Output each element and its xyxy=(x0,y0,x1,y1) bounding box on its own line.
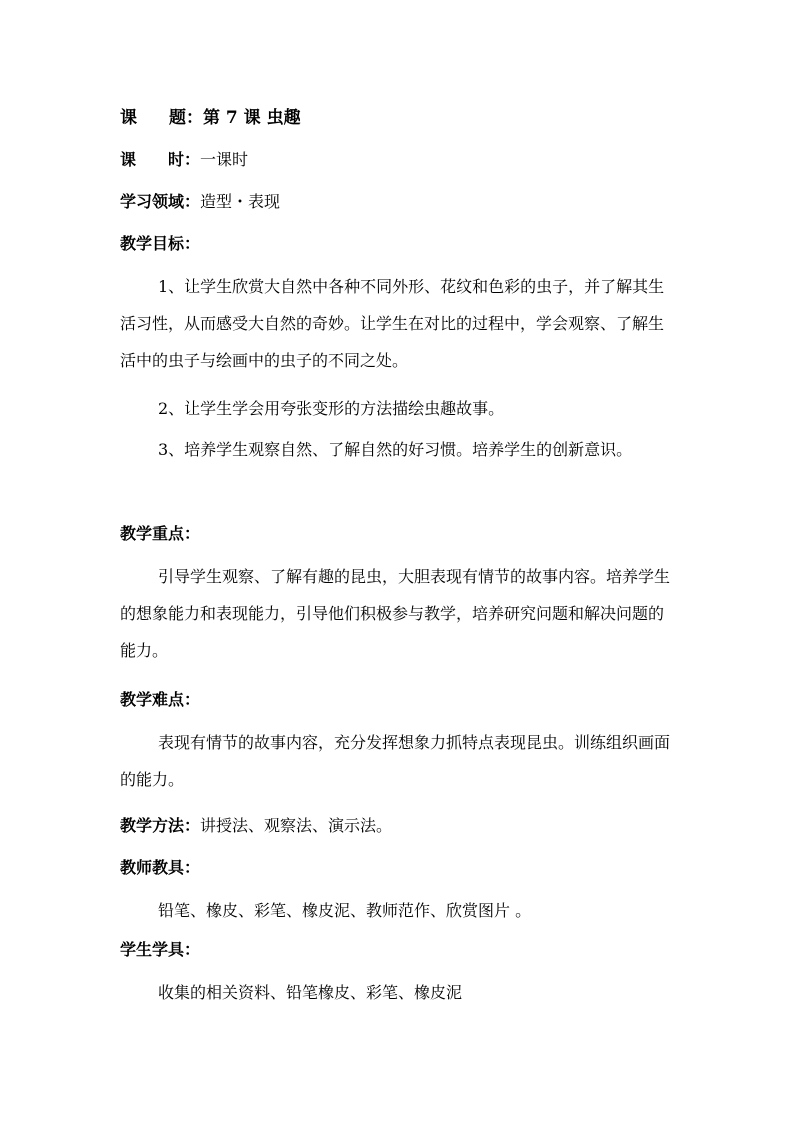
domain-label: 学习领域： xyxy=(120,192,201,211)
domain-line xyxy=(120,192,680,212)
key-points-paragraph: 引导学生观察、了解有趣的昆虫，大胆表现有情节的故事内容。培养学生的想象能力和表现能力，引导他们积极参与教学，培养研究问题和解决问题的能力。 xyxy=(120,567,671,660)
methods-value: 讲授法、观察法、演示法。 xyxy=(200,816,393,835)
topic-label-b: 题： xyxy=(169,108,203,128)
methods-line xyxy=(120,816,680,836)
period-value: 一课时 xyxy=(200,150,249,169)
objectives-heading-text: 教学目标： xyxy=(120,234,201,253)
period-line xyxy=(120,150,680,170)
objectives-heading xyxy=(120,234,680,254)
difficulties-heading-text: 教学难点： xyxy=(120,690,201,709)
key-points-heading xyxy=(120,524,680,544)
teacher-tools-paragraph: 铅笔、橡皮、彩笔、橡皮泥、教师范作、欣赏图片 。 xyxy=(158,901,532,920)
methods-label: 教学方法： xyxy=(120,816,201,835)
topic-line xyxy=(120,108,680,128)
domain-value: 造型・表现 xyxy=(200,192,281,211)
difficulties-heading xyxy=(120,690,680,710)
objective-item-2: 2、让学生学会用夸张变形的方法描绘虫趣故事。 xyxy=(158,399,505,418)
student-tools-paragraph: 收集的相关资料、铅笔橡皮、彩笔、橡皮泥 xyxy=(158,983,463,1002)
key-points-heading-text: 教学重点： xyxy=(120,524,201,543)
student-tools-heading-text: 学生学具： xyxy=(120,940,201,959)
student-tools-heading xyxy=(120,940,680,960)
teacher-tools-heading xyxy=(120,858,680,878)
difficulties-paragraph: 表现有情节的故事内容，充分发挥想象力抓特点表现昆虫。训练组织画面的能力。 xyxy=(120,733,671,789)
objective-item-1: 1、让学生欣赏大自然中各种不同外形、花纹和色彩的虫子，并了解其生活习性，从而感受大自然的奇妙。让学生在对比的过程中，学会观察、了解生活中的虫子与绘画中的虫子的不同之处。 xyxy=(120,277,665,370)
objective-item-3: 3、培养学生观察自然、了解自然的好习惯。培养学生的创新意识。 xyxy=(158,440,633,459)
topic-label-a: 课 xyxy=(120,108,137,128)
period-label-b: 时： xyxy=(168,150,201,169)
teacher-tools-heading-text: 教师教具： xyxy=(120,858,201,877)
topic-value: 第 7 课 虫趣 xyxy=(203,108,301,128)
period-label-a: 课 xyxy=(120,150,137,169)
